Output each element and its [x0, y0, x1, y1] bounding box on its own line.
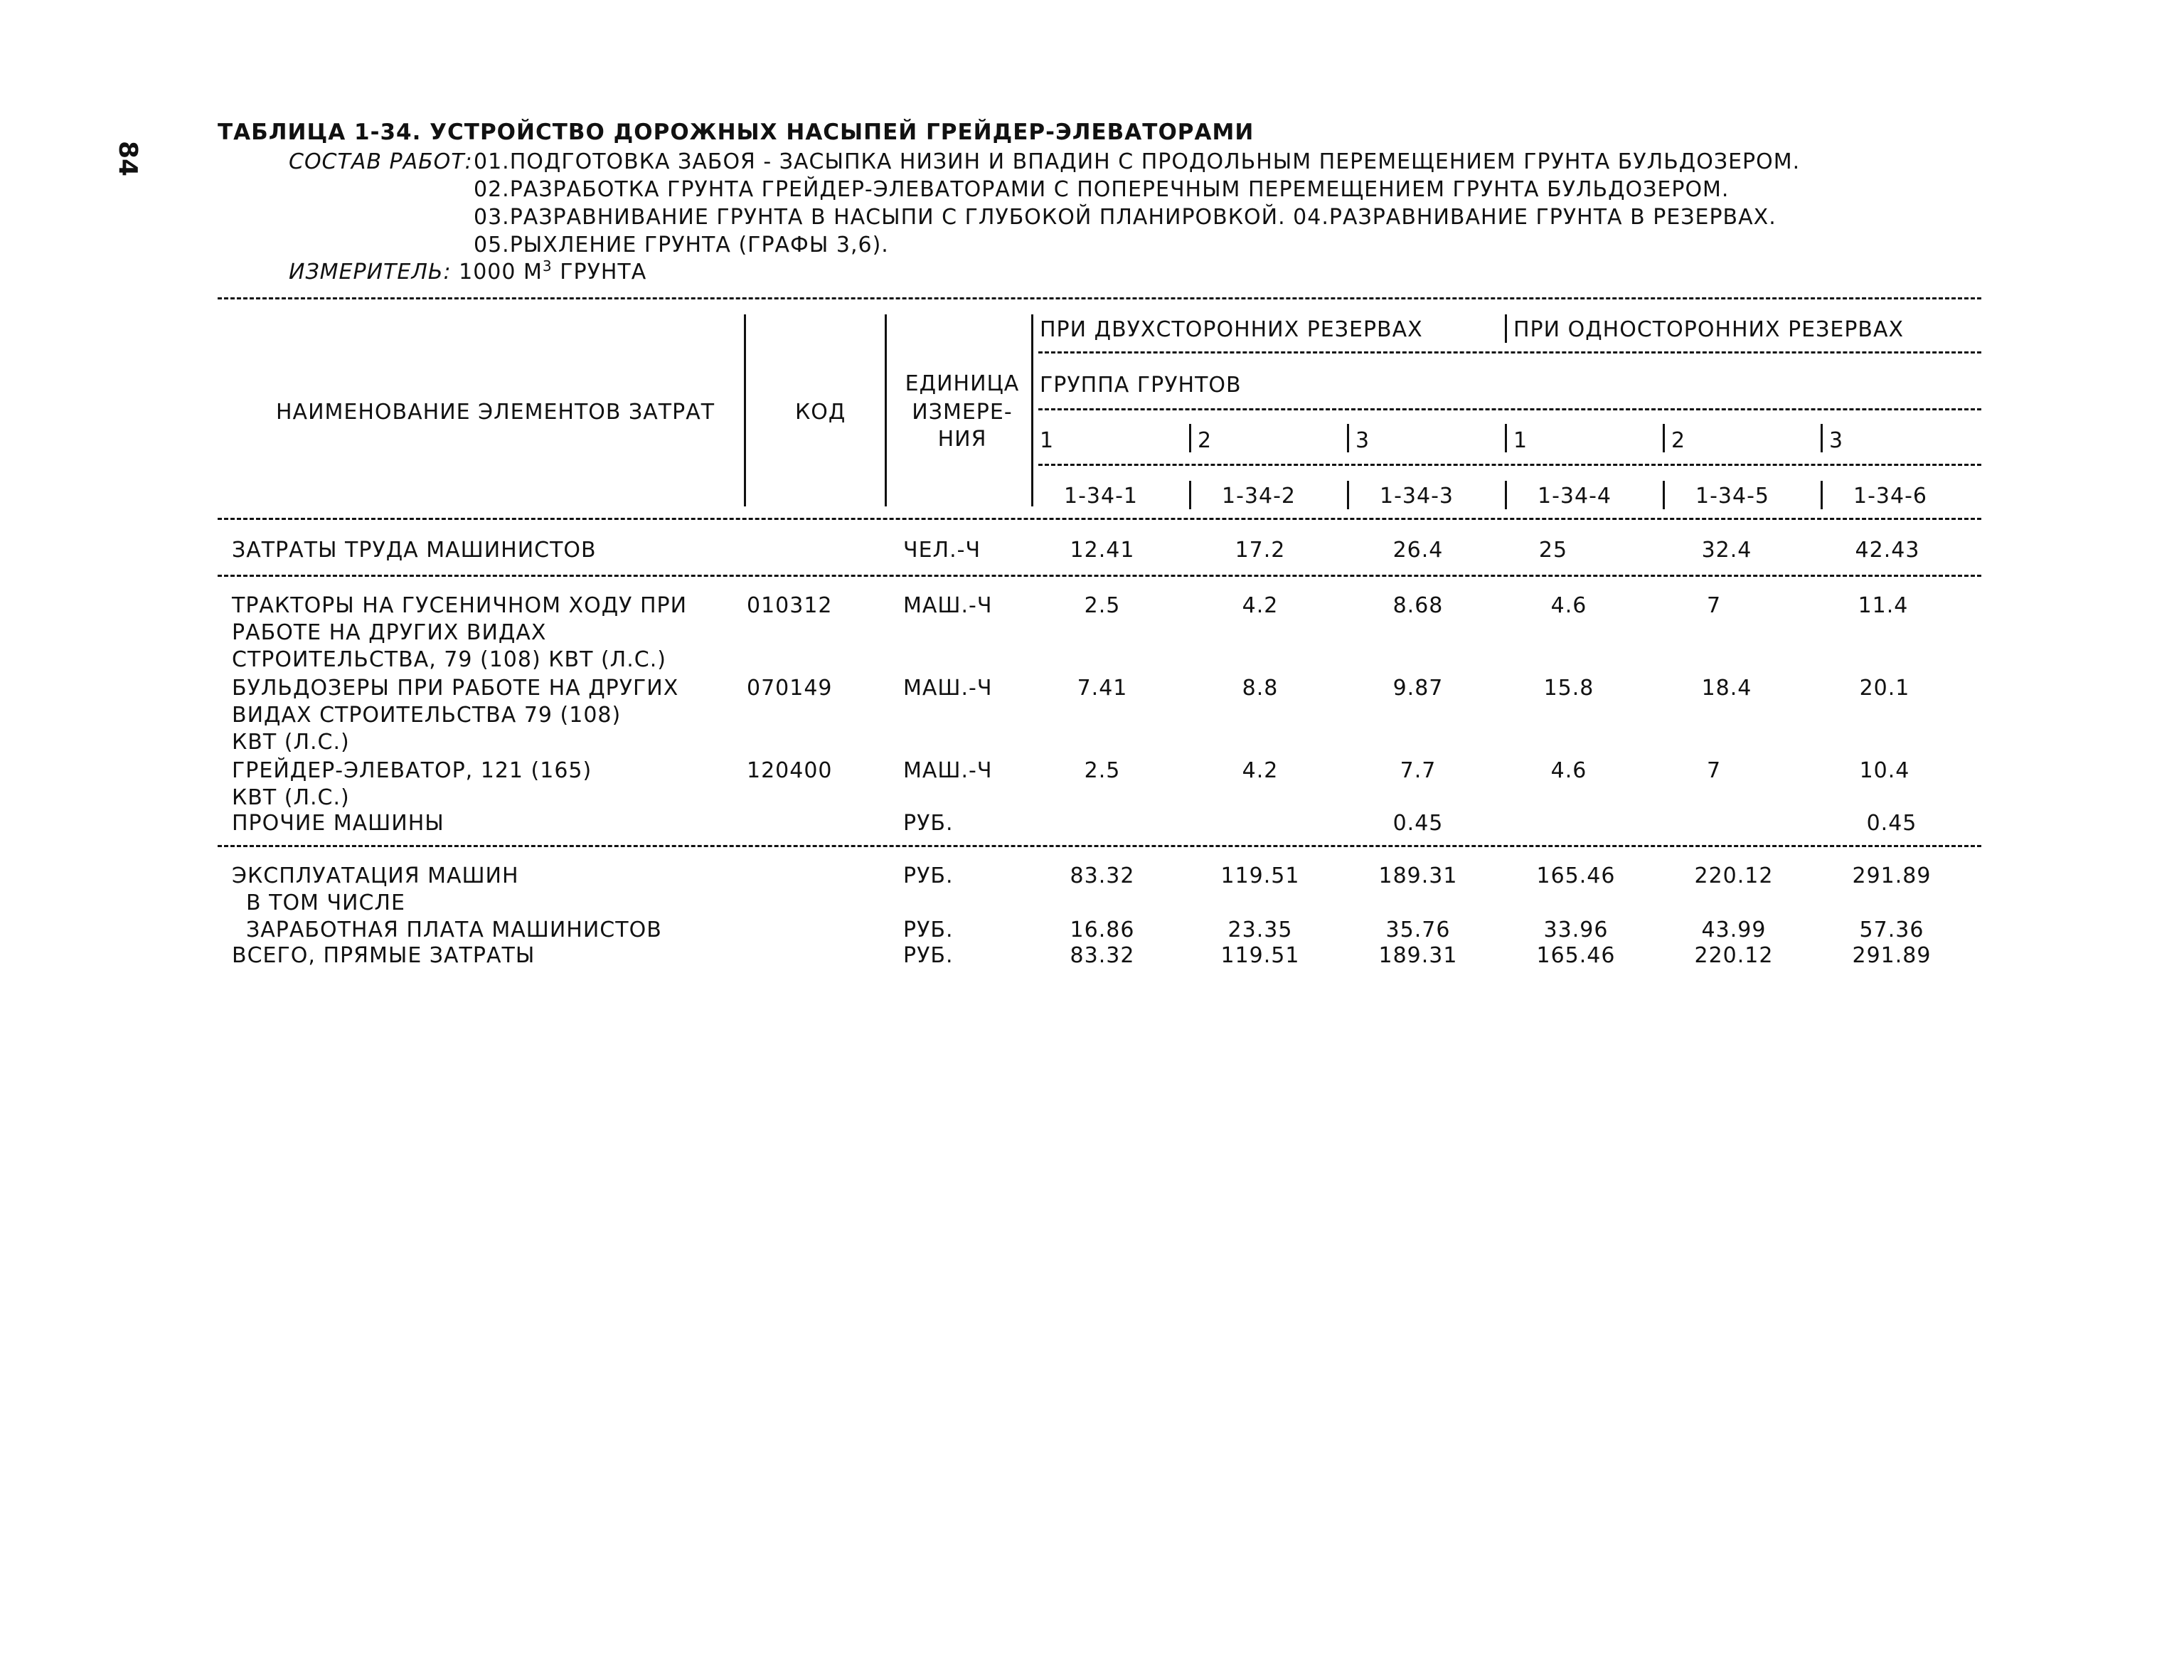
row-labor-v3: 26.4: [1392, 538, 1444, 563]
row-other-name: ПРОЧИЕ МАШИНЫ: [232, 811, 444, 836]
row-wages-v6: 57.36: [1859, 918, 1924, 942]
divider-group: [1505, 314, 1507, 343]
row-tractors-unit: МАШ.-Ч: [903, 593, 993, 618]
row-labor-v6: 42.43: [1855, 538, 1920, 563]
soil-number-3: 3: [1355, 428, 1370, 453]
row-other-v6: 0.45: [1866, 811, 1917, 836]
row-labor-v2: 17.2: [1235, 538, 1286, 563]
row-total-unit: РУБ.: [903, 943, 954, 968]
row-grader-v5: 7: [1706, 758, 1722, 783]
row-tractors-name-3: СТРОИТЕЛЬСТВА, 79 (108) КВТ (Л.С.): [232, 647, 666, 672]
header-code: КОД: [795, 400, 846, 425]
row-grader-name-2: КВТ (Л.С.): [232, 785, 350, 810]
row-total-v2: 119.51: [1220, 943, 1300, 968]
row-grader-v4: 4.6: [1550, 758, 1587, 783]
measure-value: 1000 М: [459, 260, 543, 285]
row-tractors-code: 010312: [747, 593, 833, 618]
norm-code-5: 1-34-5: [1695, 484, 1769, 509]
row-operation-v3: 189.31: [1378, 863, 1458, 888]
divider-soil-2: [1189, 424, 1191, 452]
measure-suffix: ГРУНТА: [560, 260, 647, 285]
row-labor-v5: 32.4: [1701, 538, 1752, 563]
rule-header-3: [1038, 464, 1981, 466]
row-total-name: ВСЕГО, ПРЯМЫЕ ЗАТРАТЫ: [232, 943, 536, 968]
norm-code-1: 1-34-1: [1064, 484, 1138, 509]
soil-number-2: 2: [1198, 428, 1213, 453]
divider-soil-5: [1663, 424, 1665, 452]
row-bulldozers-v4: 15.8: [1543, 676, 1594, 701]
rule-header-bottom: [218, 518, 1981, 520]
divider-code-2: [1189, 481, 1191, 509]
row-operation-name: ЭКСПЛУАТАЦИЯ МАШИН: [232, 863, 519, 888]
row-tractors-v4: 4.6: [1550, 593, 1587, 618]
row-bulldozers-v6: 20.1: [1859, 676, 1910, 701]
norm-code-6: 1-34-6: [1853, 484, 1927, 509]
row-tractors-v5: 7: [1706, 593, 1722, 618]
row-tractors-v6: 11.4: [1858, 593, 1909, 618]
row-other-v3: 0.45: [1392, 811, 1444, 836]
divider-code-3: [1347, 481, 1349, 509]
header-soil-group: ГРУППА ГРУНТОВ: [1040, 373, 1242, 398]
row-operation-unit: РУБ.: [903, 863, 954, 888]
divider-name-code: [744, 314, 746, 506]
table-title: ТАБЛИЦА 1-34. УСТРОЙСТВО ДОРОЖНЫХ НАСЫПЕЙ ГРЕЙДЕР-ЭЛЕВАТОРАМИ: [218, 119, 1255, 145]
row-wages-v3: 35.76: [1385, 918, 1451, 942]
soil-number-4: 1: [1513, 428, 1528, 453]
composition-line-4: 05.РЫХЛЕНИЕ ГРУНТА (ГРАФЫ 3,6).: [474, 233, 889, 257]
row-total-v1: 83.32: [1070, 943, 1135, 968]
row-tractors-v2: 4.2: [1242, 593, 1279, 618]
row-grader-unit: МАШ.-Ч: [903, 758, 993, 783]
row-other-unit: РУБ.: [903, 811, 954, 836]
row-tractors-name-1: ТРАКТОРЫ НА ГУСЕНИЧНОМ ХОДУ ПРИ: [232, 593, 688, 618]
row-bulldozers-name-1: БУЛЬДОЗЕРЫ ПРИ РАБОТЕ НА ДРУГИХ: [232, 676, 679, 701]
row-operation-v4: 165.46: [1536, 863, 1616, 888]
header-one-side: ПРИ ОДНОСТОРОННИХ РЕЗЕРВАХ: [1513, 317, 1905, 342]
row-wages-v1: 16.86: [1070, 918, 1135, 942]
measure-line: [289, 257, 646, 285]
row-operation-v6: 291.89: [1852, 863, 1932, 888]
row-bulldozers-v1: 7.41: [1077, 676, 1128, 701]
rule-after-labor: [218, 575, 1981, 577]
row-bulldozers-code: 070149: [747, 676, 833, 701]
rule-after-machines: [218, 845, 1981, 847]
soil-number-1: 1: [1040, 428, 1055, 453]
row-tractors-v1: 2.5: [1084, 593, 1121, 618]
row-bulldozers-name-3: КВТ (Л.С.): [232, 730, 350, 755]
row-grader-v1: 2.5: [1084, 758, 1121, 783]
divider-code-6: [1821, 481, 1823, 509]
row-grader-code: 120400: [747, 758, 833, 783]
divider-soil-4: [1505, 424, 1507, 452]
row-bulldozers-unit: МАШ.-Ч: [903, 676, 993, 701]
row-wages-v5: 43.99: [1701, 918, 1767, 942]
header-name: НАИМЕНОВАНИЕ ЭЛЕМЕНТОВ ЗАТРАТ: [276, 400, 715, 425]
row-operation-v1: 83.32: [1070, 863, 1135, 888]
row-bulldozers-name-2: ВИДАХ СТРОИТЕЛЬСТВА 79 (108): [232, 703, 622, 728]
row-total-v3: 189.31: [1378, 943, 1458, 968]
rule-header-1: [1038, 351, 1981, 353]
composition-label: СОСТАВ РАБОТ:: [289, 149, 473, 174]
row-bulldozers-v5: 18.4: [1701, 676, 1752, 701]
header-two-side: ПРИ ДВУХСТОРОННИХ РЕЗЕРВАХ: [1040, 317, 1423, 342]
rule-top: [218, 297, 1981, 299]
row-grader-v3: 7.7: [1400, 758, 1437, 783]
row-tractors-v3: 8.68: [1392, 593, 1444, 618]
composition-line-2: 02.РАЗРАБОТКА ГРУНТА ГРЕЙДЕР-ЭЛЕВАТОРАМИ С ПОПЕРЕЧНЫМ ПЕРЕМЕЩЕНИЕМ ГРУНТА БУЛЬДОЗЕРОМ.: [474, 177, 1730, 202]
soil-number-5: 2: [1671, 428, 1686, 453]
measure-sup: 3: [542, 257, 553, 275]
soil-number-6: 3: [1829, 428, 1844, 453]
row-labor-v1: 12.41: [1070, 538, 1135, 563]
row-labor-unit: ЧЕЛ.-Ч: [903, 538, 981, 563]
row-tractors-name-2: РАБОТЕ НА ДРУГИХ ВИДАХ: [232, 620, 547, 645]
row-operation-v5: 220.12: [1694, 863, 1774, 888]
row-bulldozers-v2: 8.8: [1242, 676, 1279, 701]
row-grader-name-1: ГРЕЙДЕР-ЭЛЕВАТОР, 121 (165): [232, 758, 592, 783]
header-unit-1: ЕДИНИЦА: [905, 371, 1020, 396]
header-unit-2: ИЗМЕРЕ-: [912, 400, 1013, 425]
row-grader-v2: 4.2: [1242, 758, 1279, 783]
divider-soil-6: [1821, 424, 1823, 452]
divider-code-4: [1505, 481, 1507, 509]
divider-soil-3: [1347, 424, 1349, 452]
row-bulldozers-v3: 9.87: [1392, 676, 1444, 701]
row-total-v5: 220.12: [1694, 943, 1774, 968]
row-grader-v6: 10.4: [1859, 758, 1910, 783]
norm-code-3: 1-34-3: [1380, 484, 1454, 509]
composition-line-3: 03.РАЗРАВНИВАНИЕ ГРУНТА В НАСЫПИ С ГЛУБОКОЙ ПЛАНИРОВКОЙ. 04.РАЗРАВНИВАНИЕ ГРУНТА В РЕЗЕРВАХ.: [474, 205, 1777, 230]
row-wages-unit: РУБ.: [903, 918, 954, 942]
divider-unit-values: [1031, 314, 1033, 506]
divider-code-unit: [885, 314, 887, 506]
row-labor-name: ЗАТРАТЫ ТРУДА МАШИНИСТОВ: [232, 538, 597, 563]
norm-code-4: 1-34-4: [1538, 484, 1612, 509]
row-labor-v4: 25: [1538, 538, 1568, 563]
rule-header-2: [1038, 408, 1981, 410]
measure-label: ИЗМЕРИТЕЛЬ:: [289, 260, 452, 285]
divider-code-5: [1663, 481, 1665, 509]
row-incl-name: В ТОМ ЧИСЛЕ: [246, 890, 405, 915]
composition-line-1: 01.ПОДГОТОВКА ЗАБОЯ - ЗАСЫПКА НИЗИН И ВПАДИН С ПРОДОЛЬНЫМ ПЕРЕМЕЩЕНИЕМ ГРУНТА БУЛЬДОЗЕРОМ.: [474, 149, 1801, 174]
header-unit-3: НИЯ: [937, 427, 987, 452]
row-operation-v2: 119.51: [1220, 863, 1300, 888]
row-wages-v2: 23.35: [1227, 918, 1293, 942]
row-total-v4: 165.46: [1536, 943, 1616, 968]
row-total-v6: 291.89: [1852, 943, 1932, 968]
row-wages-v4: 33.96: [1543, 918, 1609, 942]
norm-code-2: 1-34-2: [1222, 484, 1296, 509]
row-wages-name: ЗАРАБОТНАЯ ПЛАТА МАШИНИСТОВ: [246, 918, 662, 942]
page-number: 84: [113, 141, 142, 177]
